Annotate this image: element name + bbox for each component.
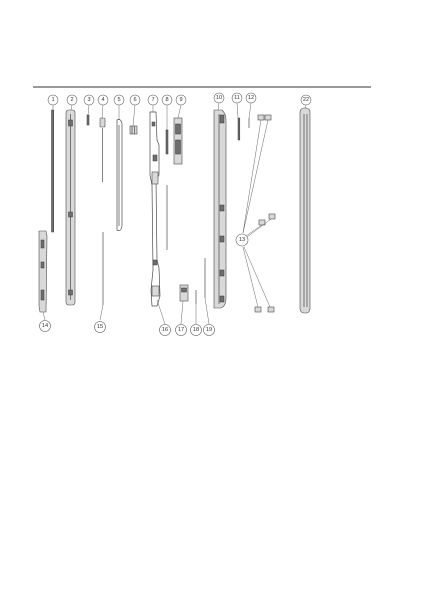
callout-9 bbox=[176, 95, 186, 105]
callout-7 bbox=[148, 95, 158, 105]
callout-6 bbox=[130, 95, 140, 105]
part-3-small-screw bbox=[87, 115, 89, 125]
callout-4 bbox=[98, 95, 108, 105]
svg-text:5: 5 bbox=[117, 97, 121, 103]
part-9-pcb-module bbox=[174, 118, 182, 164]
part-5-curved-strip bbox=[117, 120, 122, 231]
callout-2 bbox=[67, 95, 77, 105]
svg-text:14: 14 bbox=[41, 323, 49, 329]
part-17-small-pcb bbox=[180, 285, 188, 301]
callout-14 bbox=[40, 321, 51, 332]
svg-text:13: 13 bbox=[238, 237, 246, 243]
callout-8 bbox=[162, 95, 172, 105]
callout-16 bbox=[160, 325, 171, 336]
svg-text:17: 17 bbox=[177, 327, 185, 333]
part-4-bracket bbox=[100, 118, 105, 182]
svg-text:7: 7 bbox=[151, 97, 155, 103]
callout-15 bbox=[95, 322, 106, 333]
part-2-front-frame bbox=[66, 110, 75, 305]
part-10-rear-housing bbox=[214, 110, 226, 308]
callout-18 bbox=[191, 325, 202, 336]
part-22-back-cover bbox=[300, 108, 310, 313]
svg-text:15: 15 bbox=[96, 324, 104, 330]
callout-10 bbox=[214, 93, 224, 103]
part-11-narrow-strip bbox=[238, 118, 240, 140]
svg-text:6: 6 bbox=[133, 97, 137, 103]
svg-text:2: 2 bbox=[70, 97, 74, 103]
callout-17 bbox=[176, 325, 187, 336]
svg-text:10: 10 bbox=[215, 95, 223, 101]
svg-text:11: 11 bbox=[234, 95, 240, 101]
svg-text:12: 12 bbox=[247, 95, 255, 101]
callout-19 bbox=[204, 325, 215, 336]
svg-text:22: 22 bbox=[302, 97, 310, 103]
svg-text:8: 8 bbox=[165, 97, 169, 103]
callout-1 bbox=[48, 95, 58, 105]
callout-12 bbox=[246, 93, 256, 103]
svg-text:9: 9 bbox=[179, 97, 183, 103]
svg-text:3: 3 bbox=[87, 97, 91, 103]
part-7-main-board bbox=[150, 112, 160, 306]
svg-text:18: 18 bbox=[192, 327, 200, 333]
part-8-thin-element bbox=[166, 130, 168, 250]
part-13-screws bbox=[255, 115, 275, 312]
svg-text:19: 19 bbox=[205, 327, 213, 333]
callout-3 bbox=[84, 95, 94, 105]
callout-13 bbox=[236, 234, 248, 246]
callout-22 bbox=[301, 95, 311, 105]
svg-text:4: 4 bbox=[101, 97, 105, 103]
svg-text:16: 16 bbox=[161, 327, 169, 333]
callout-5 bbox=[114, 95, 124, 105]
svg-text:1: 1 bbox=[51, 97, 55, 103]
part-6-connector-block bbox=[130, 126, 137, 134]
part-1-panel bbox=[52, 110, 54, 232]
callout-11 bbox=[232, 93, 242, 103]
part-14-side-assembly bbox=[39, 231, 47, 312]
